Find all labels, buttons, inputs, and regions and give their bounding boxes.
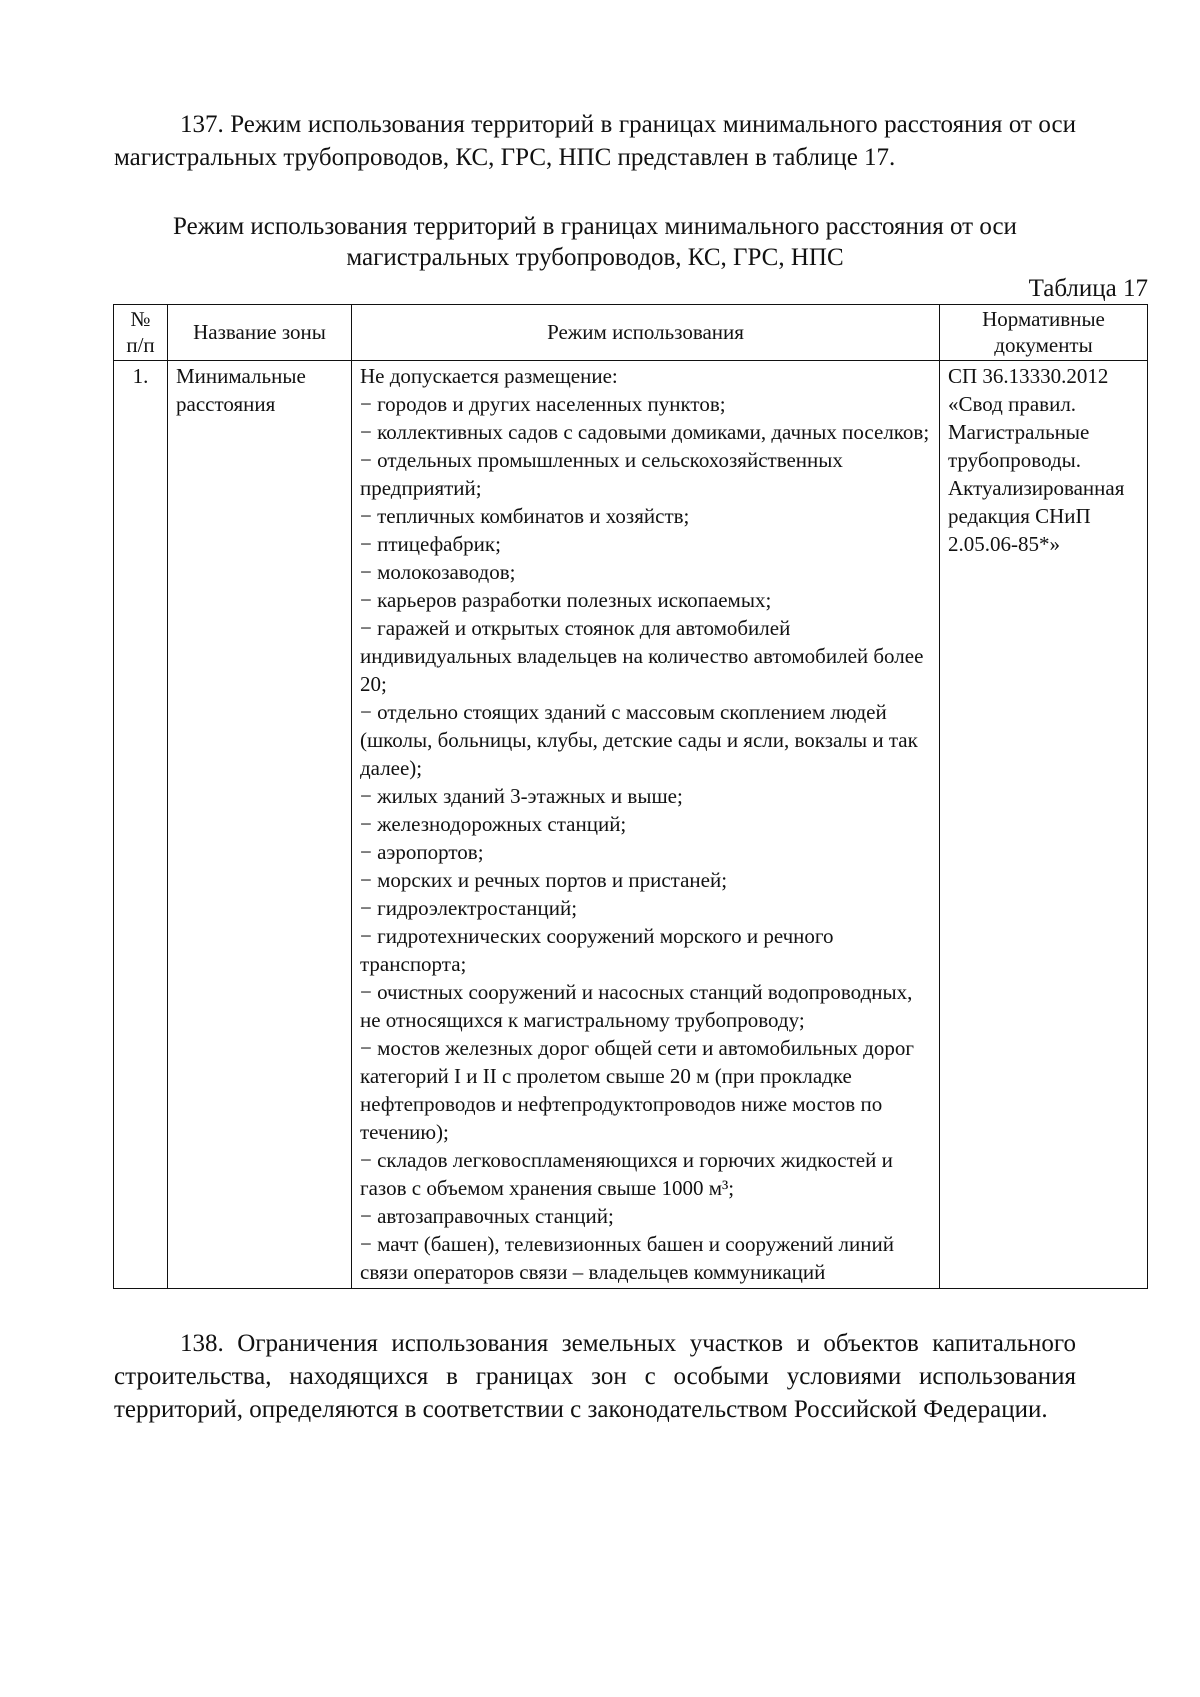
mode-item: − тепличных комбинатов и хозяйств; <box>360 504 690 528</box>
header-mode: Режим использования <box>352 305 940 361</box>
mode-item: − жилых зданий 3-этажных и выше; <box>360 784 683 808</box>
document-page <box>114 108 1148 1426</box>
table-number: Таблица 17 <box>1028 275 1148 302</box>
mode-list <box>360 390 931 1286</box>
table-header-row <box>114 305 1148 361</box>
regime-table <box>113 304 1148 1289</box>
header-num: № п/п <box>114 305 168 361</box>
mode-item: − гидроэлектростанций; <box>360 896 578 920</box>
mode-item: − отдельно стоящих зданий с массовым скоплением людей (школы, больницы, клубы, детские сады и ясли, вокзалы и так далее); <box>360 700 918 780</box>
mode-item: − мостов железных дорог общей сети и автомобильных дорог категорий I и II с пролетом свыше 20 м (при прокладке нефтепроводов и нефтепродуктопроводов ниже мостов по течению); <box>360 1036 914 1144</box>
row-mode <box>352 361 940 1289</box>
caption-line-2: магистральных трубопроводов, КС, ГРС, НПС <box>346 244 844 271</box>
mode-item: − аэропортов; <box>360 840 484 864</box>
mode-item: − гидротехнических сооружений морского и речного транспорта; <box>360 924 834 976</box>
mode-item: − складов легковоспламеняющихся и горючих жидкостей и газов с объемом хранения свыше 1000 м³; <box>360 1148 893 1200</box>
intro-paragraph: 137. Режим использования территорий в границах минимального расстояния от оси магистральных трубопроводов, КС, ГРС, НПС представлен в таблице 17. <box>114 111 1076 171</box>
row-docs: СП 36.13330.2012 «Свод правил. Магистральные трубопроводы. Актуализированная редакция СНиП 2.05.06-85*» <box>940 361 1148 1289</box>
mode-item: − городов и других населенных пунктов; <box>360 392 726 416</box>
row-zone: Минимальные расстояния <box>168 361 352 1289</box>
mode-item: − автозаправочных станций; <box>360 1204 614 1228</box>
mode-item: − гаражей и открытых стоянок для автомобилей индивидуальных владельцев на количество автомобилей более 20; <box>360 616 924 696</box>
table-row <box>114 361 1148 1289</box>
mode-item: − молокозаводов; <box>360 560 516 584</box>
caption-line-1: Режим использования территорий в границах минимального расстояния от оси <box>173 213 1017 240</box>
header-zone: Название зоны <box>168 305 352 361</box>
mode-item: − карьеров разработки полезных ископаемых; <box>360 588 772 612</box>
mode-item: − коллективных садов с садовыми домиками, дачных поселков; <box>360 420 930 444</box>
mode-intro: Не допускается размещение: <box>360 364 618 388</box>
mode-item: − очистных сооружений и насосных станций водопроводных, не относящихся к магистральному трубопроводу; <box>360 980 913 1032</box>
mode-item: − птицефабрик; <box>360 532 501 556</box>
table-caption <box>114 211 1076 273</box>
mode-item: − железнодорожных станций; <box>360 812 627 836</box>
mode-item: − морских и речных портов и пристаней; <box>360 868 728 892</box>
mode-item: − отдельных промышленных и сельскохозяйственных предприятий; <box>360 448 843 500</box>
closing-paragraph: 138. Ограничения использования земельных участков и объектов капитального строительства, находящихся в границах зон с особыми условиями использования территорий, определяются в соответствии с законодательством Российской Федерации. <box>114 1330 1076 1423</box>
mode-item: − мачт (башен), телевизионных башен и сооружений линий связи операторов связи – владельцев коммуникаций <box>360 1232 894 1284</box>
row-num: 1. <box>114 361 168 1289</box>
header-docs: Нормативные документы <box>940 305 1148 361</box>
